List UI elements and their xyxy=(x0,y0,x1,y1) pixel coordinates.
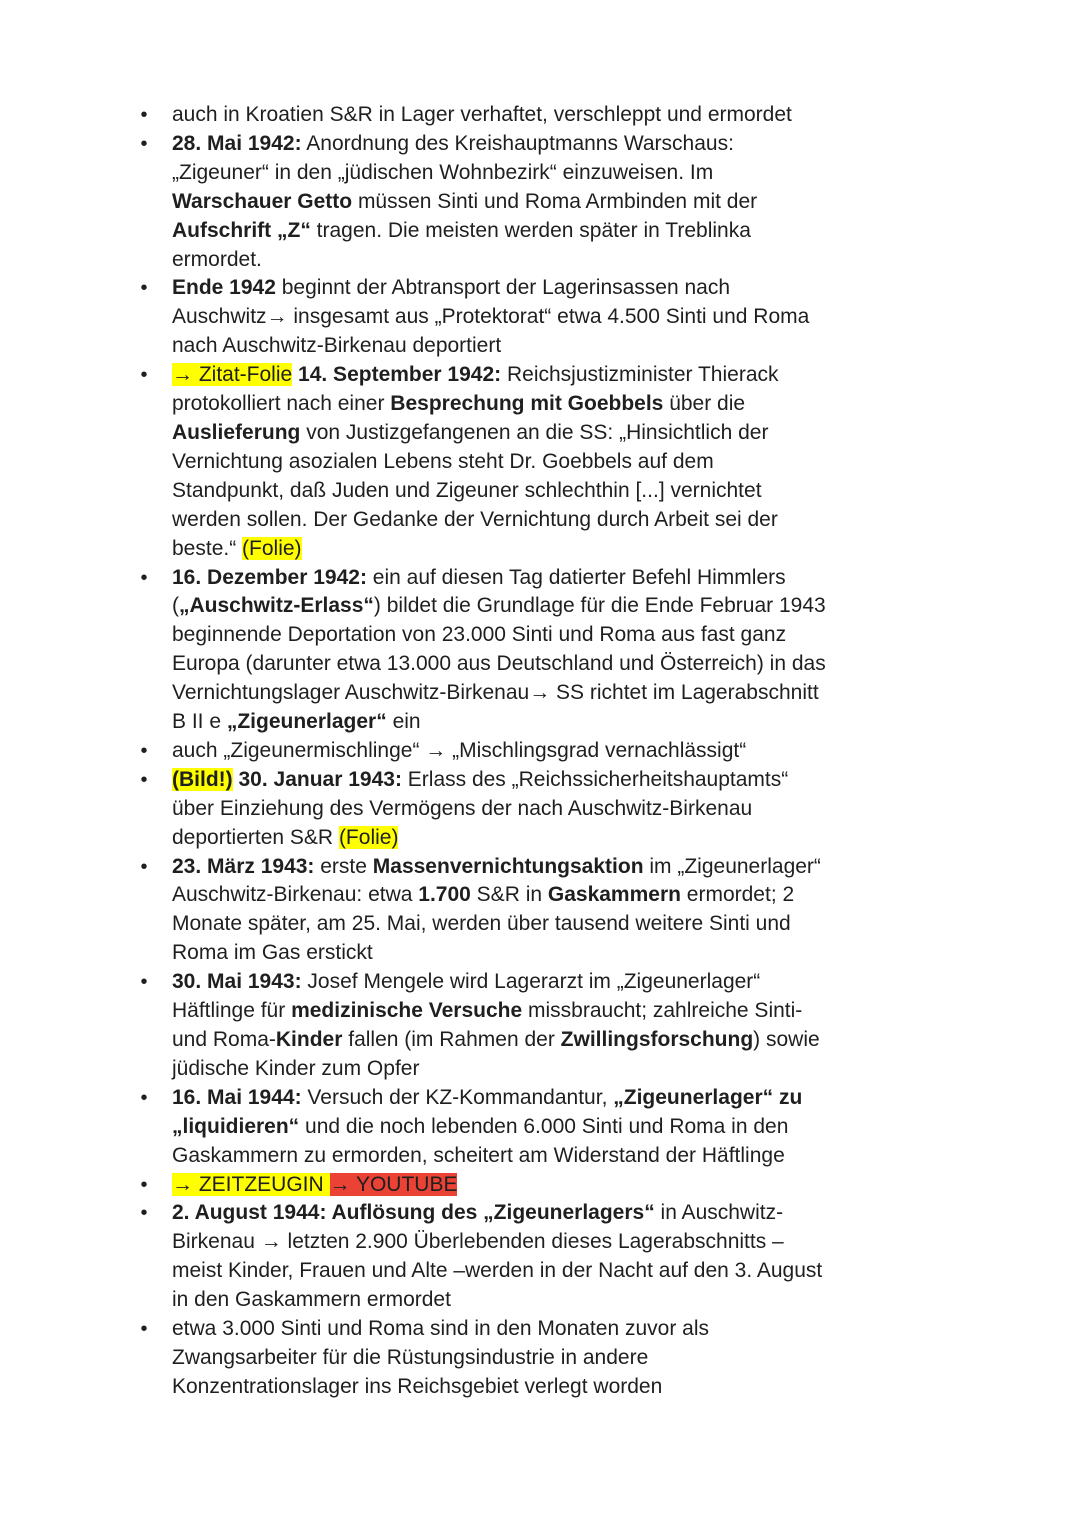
text-run: ) sowie xyxy=(753,1028,820,1051)
text-run: etwa 3.000 Sinti und Roma sind in den Monaten zuvor als xyxy=(172,1317,709,1341)
list-item xyxy=(0,968,1080,1084)
text-run: müssen Sinti und Roma Armbinden mit der xyxy=(352,189,758,213)
text-run: im „Zigeunerlager“ xyxy=(643,854,821,878)
text-run: Reichsjustizminister Thierack xyxy=(501,363,779,387)
text-run: deportierten S&R xyxy=(172,825,339,849)
bold-text: Zwillingsforschung xyxy=(560,1028,754,1051)
text-line xyxy=(172,621,930,650)
bold-text: „Zigeunerlager“ xyxy=(226,710,387,734)
text-run: Europa (darunter etwa 13.000 aus Deutschland und Österreich) in das xyxy=(172,652,826,676)
bold-text: 16. Mai 1944: xyxy=(172,1085,302,1109)
text-run: auch in Kroatien S&R in Lager verhaftet, verschleppt und ermordet xyxy=(172,103,792,126)
bullet-dot-icon: • xyxy=(140,364,148,387)
text-run: erste xyxy=(314,854,373,878)
text-run: in den Gaskammern ermordet xyxy=(172,1288,451,1312)
document-page xyxy=(0,101,1080,1402)
text-run: ein auf diesen Tag datierter Befehl Himmlers xyxy=(366,565,786,589)
text-line xyxy=(172,1199,930,1228)
highlighted-text: (Folie) xyxy=(242,536,302,560)
text-line xyxy=(172,303,930,332)
text-line xyxy=(172,1228,930,1257)
bold-text: Warschauer Getto xyxy=(172,189,353,213)
list-item xyxy=(0,1084,1080,1171)
list-item xyxy=(0,274,1080,361)
bold-text: Ende 1942 xyxy=(172,276,276,300)
bold-text: 30. Januar 1943: xyxy=(238,767,402,791)
bullet-dot-icon: • xyxy=(140,104,148,126)
text-line xyxy=(172,361,930,390)
highlighted-text: → Zitat-Folie xyxy=(172,363,293,387)
text-run: und die noch lebenden 6.000 Sinti und Roma in den xyxy=(299,1114,789,1138)
text-line xyxy=(172,130,930,159)
text-line xyxy=(172,506,930,535)
text-run: ) bildet die Grundlage für die Ende Februar 1943 xyxy=(373,594,826,618)
text-run: fallen (im Rahmen der xyxy=(342,1028,561,1051)
text-line xyxy=(172,997,930,1026)
text-line xyxy=(172,448,930,477)
text-line xyxy=(172,1257,930,1286)
text-run: Birkenau → letzten 2.900 Überlebenden dieses Lagerabschnitts – xyxy=(172,1230,784,1254)
bullet-dot-icon: • xyxy=(140,739,148,762)
text-line xyxy=(172,679,930,708)
text-run: ermordet; 2 xyxy=(680,883,795,907)
highlighted-text: → ZEITZEUGIN xyxy=(172,1172,330,1196)
text-run: beste.“ xyxy=(172,536,243,560)
text-line xyxy=(172,101,930,130)
text-run: „Zigeuner“ in den „jüdischen Wohnbezirk“ einzuweisen. Im xyxy=(172,160,714,184)
text-line xyxy=(172,708,930,737)
text-run: Konzentrationslager ins Reichsgebiet verlegt worden xyxy=(172,1374,663,1398)
text-line xyxy=(172,881,930,910)
text-line xyxy=(172,853,930,882)
text-line xyxy=(172,1084,930,1113)
text-run: auch „Zigeunermischlinge“ → „Mischlingsgrad vernachlässigt“ xyxy=(172,738,747,762)
list-item xyxy=(0,1199,1080,1315)
list-item xyxy=(0,766,1080,853)
bullet-dot-icon: • xyxy=(140,277,148,300)
bullet-dot-icon: • xyxy=(140,1318,148,1341)
highlighted-text: (Folie) xyxy=(338,825,399,849)
bold-text: medizinische Versuche xyxy=(291,999,523,1023)
text-run: Häftlinge für xyxy=(172,999,292,1023)
text-line xyxy=(172,217,930,246)
text-run: ermordet. xyxy=(172,247,262,271)
highlighted-text: (Bild!) xyxy=(172,767,233,791)
text-run: tragen. Die meisten werden später in Treblinka xyxy=(310,218,751,242)
bold-text: Besprechung mit Goebbels xyxy=(390,392,664,416)
text-line xyxy=(172,159,930,188)
text-run: Roma im Gas erstickt xyxy=(172,941,373,965)
text-line xyxy=(172,910,930,939)
text-run: Versuch der KZ-Kommandantur, xyxy=(301,1085,614,1109)
text-run: Monate später, am 25. Mai, werden über tausend weitere Sinti und xyxy=(172,912,791,936)
text-run: Vernichtungslager Auschwitz-Birkenau→ SS richtet im Lagerabschnitt xyxy=(172,681,819,705)
bullet-dot-icon: • xyxy=(140,1173,148,1196)
text-run: beginnt der Abtransport der Lagerinsassen nach xyxy=(275,276,731,300)
text-line xyxy=(172,939,930,968)
bullet-dot-icon: • xyxy=(140,1086,148,1109)
highlighted-text: → YOUTUBE xyxy=(329,1172,458,1196)
text-run: und Roma- xyxy=(172,1028,276,1051)
bold-text: 2. August 1944: Auflösung des „Zigeunerlagers“ xyxy=(172,1201,655,1225)
text-line xyxy=(172,1373,930,1402)
bold-text: Auslieferung xyxy=(172,420,301,444)
text-run: missbraucht; zahlreiche Sinti- xyxy=(522,999,803,1023)
text-run: über Einziehung des Vermögens der nach Auschwitz-Birkenau xyxy=(172,796,753,820)
text-line xyxy=(172,274,930,303)
text-line xyxy=(172,1171,930,1200)
text-run: werden sollen. Der Gedanke der Vernichtung durch Arbeit sei der xyxy=(172,507,778,531)
text-run: beginnende Deportation von 23.000 Sinti und Roma aus fast ganz xyxy=(172,623,787,647)
text-line xyxy=(172,795,930,824)
text-line xyxy=(172,332,930,361)
text-line xyxy=(172,419,930,448)
bold-text: 23. März 1943: xyxy=(172,854,315,878)
text-run: Vernichtung asozialen Lebens steht Dr. Goebbels auf dem xyxy=(172,449,714,473)
text-line xyxy=(172,1113,930,1142)
text-line xyxy=(172,592,930,621)
text-line xyxy=(172,390,930,419)
bold-text: Massenvernichtungsaktion xyxy=(372,854,644,878)
bold-text: Gaskammern xyxy=(547,883,681,907)
bold-text: 30. Mai 1943: xyxy=(172,970,302,994)
text-run: jüdische Kinder zum Opfer xyxy=(172,1056,420,1080)
text-run: ein xyxy=(386,710,421,734)
text-line xyxy=(172,737,930,766)
text-run: meist Kinder, Frauen und Alte –werden in der Nacht auf den 3. August xyxy=(172,1259,823,1283)
text-line xyxy=(172,650,930,679)
text-run: Standpunkt, daß Juden und Zigeuner schlechthin [...] vernichtet xyxy=(172,478,762,502)
text-run: Auschwitz-Birkenau: etwa xyxy=(172,883,419,907)
text-run: nach Auschwitz-Birkenau deportiert xyxy=(172,334,502,358)
text-line xyxy=(172,1344,930,1373)
bullet-list xyxy=(0,101,1080,1402)
text-run: S&R in xyxy=(470,883,548,907)
list-item xyxy=(0,101,1080,130)
list-item xyxy=(0,564,1080,737)
text-line xyxy=(172,535,930,564)
bold-text: 28. Mai 1942: xyxy=(172,131,302,155)
bold-text: 1.700 xyxy=(418,883,471,907)
text-run: Erlass des „Reichssicherheitshauptamts“ xyxy=(401,767,789,791)
bold-text: 16. Dezember 1942: xyxy=(172,565,367,589)
list-item xyxy=(0,130,1080,275)
text-run: Josef Mengele wird Lagerarzt im „Zigeunerlager“ xyxy=(301,970,761,994)
text-line xyxy=(172,968,930,997)
bullet-dot-icon: • xyxy=(140,1202,148,1225)
text-line xyxy=(172,766,930,795)
list-item xyxy=(0,1171,1080,1200)
bold-text: „Auschwitz-Erlass“ xyxy=(179,594,374,618)
text-line xyxy=(172,1026,930,1055)
bold-text: „liquidieren“ xyxy=(172,1114,300,1138)
bullet-dot-icon: • xyxy=(140,971,148,994)
text-line xyxy=(172,1142,930,1171)
text-run: Gaskammern zu ermorden, scheitert am Widerstand der Häftlinge xyxy=(172,1143,785,1167)
bold-text: Aufschrift „Z“ xyxy=(172,218,311,242)
text-run: Anordnung des Kreishauptmanns Warschaus: xyxy=(301,131,734,155)
text-line xyxy=(172,246,930,275)
bold-text: Kinder xyxy=(275,1028,343,1051)
text-line xyxy=(172,824,930,853)
bold-text: „Zigeunerlager“ zu xyxy=(613,1085,803,1109)
list-item xyxy=(0,853,1080,969)
list-item xyxy=(0,737,1080,766)
bullet-dot-icon: • xyxy=(140,566,148,589)
text-run: B II e xyxy=(172,710,227,734)
text-line xyxy=(172,1286,930,1315)
text-run: Auschwitz→ insgesamt aus „Protektorat“ etwa 4.500 Sinti und Roma xyxy=(172,305,810,329)
text-run: über die xyxy=(663,392,746,416)
text-line xyxy=(172,1315,930,1344)
text-line xyxy=(172,1055,930,1084)
bullet-dot-icon: • xyxy=(140,768,148,791)
text-run: von Justizgefangenen an die SS: „Hinsichtlich der xyxy=(300,420,769,444)
text-line xyxy=(172,188,930,217)
text-run: Zwangsarbeiter für die Rüstungsindustrie in andere xyxy=(172,1345,649,1369)
text-line xyxy=(172,564,930,593)
text-run: in Auschwitz- xyxy=(654,1201,784,1225)
text-run: protokolliert nach einer xyxy=(172,392,391,416)
text-run: ( xyxy=(172,594,179,618)
text-line xyxy=(172,477,930,506)
list-item xyxy=(0,361,1080,563)
bold-text: 14. September 1942: xyxy=(298,363,502,387)
bullet-dot-icon: • xyxy=(140,132,148,155)
bullet-dot-icon: • xyxy=(140,855,148,878)
list-item xyxy=(0,1315,1080,1402)
